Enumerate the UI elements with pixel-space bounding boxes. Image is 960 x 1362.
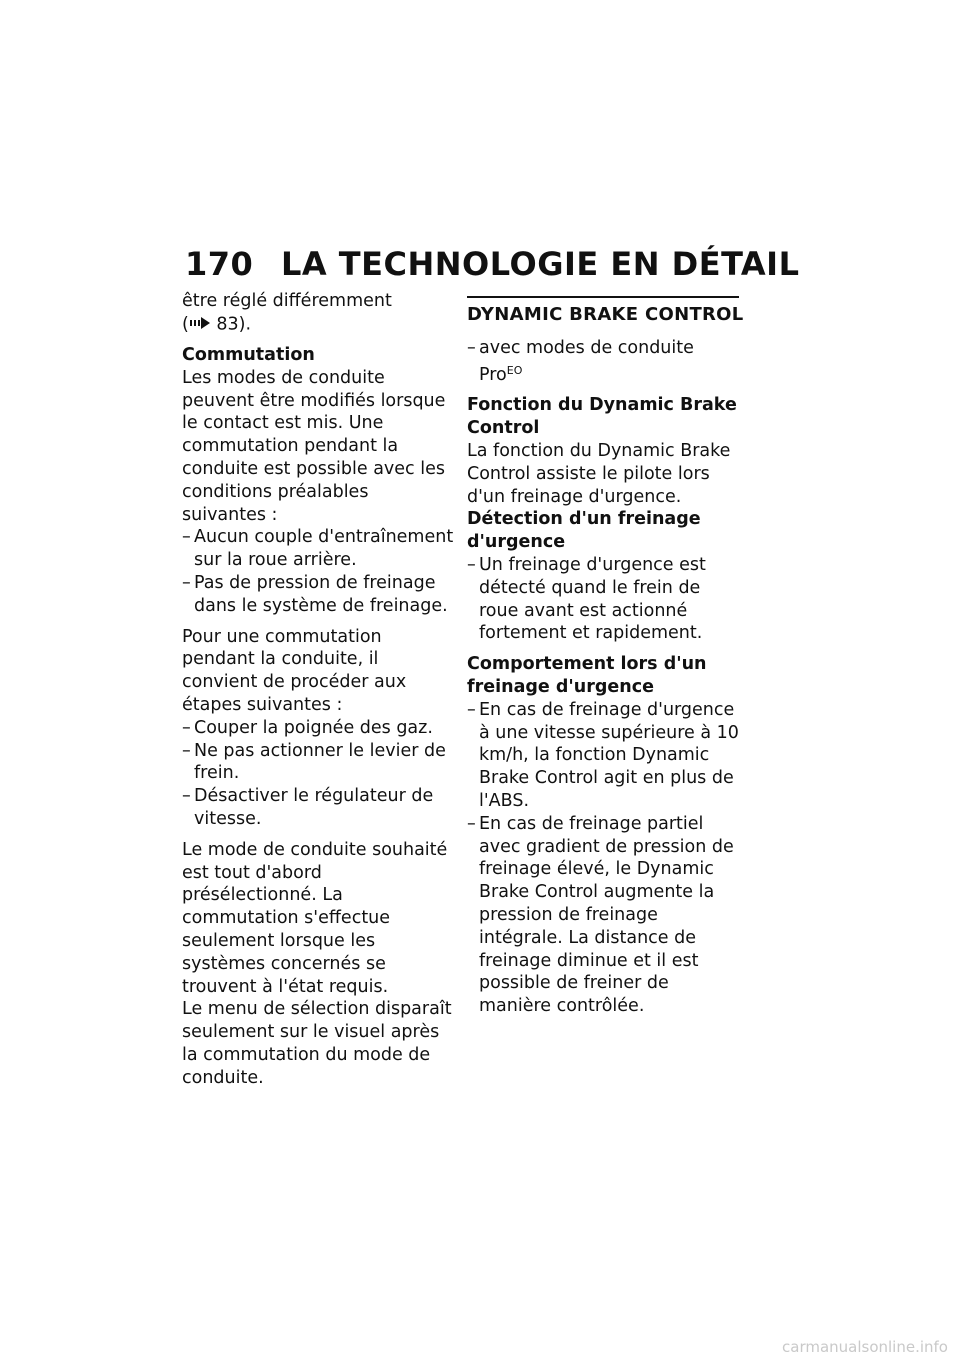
- list-item: – avec modes de conduite Pro$^{EO}$: [467, 337, 739, 387]
- list-item: – Un freinage d'urgence est détecté quand le frein de roue avant est actionné fortement et rapidement.: [467, 554, 739, 645]
- behavior-list: [467, 699, 739, 1018]
- list-item: – En cas de freinage partiel avec gradient de pression de freinage élevé, le Dynamic Brake Control augmente la pression de freinage intégrale. La distance de freinage diminue et il est possible de freiner de manière contrôlée.: [467, 813, 739, 1018]
- list-item: – Couper la poignée des gaz.: [182, 717, 454, 740]
- behavior-heading: Comportement lors d'un freinage d'urgence: [467, 654, 707, 697]
- requirement-list: [467, 337, 739, 387]
- intro-text: être réglé différemment: [182, 291, 392, 311]
- chapter-title: LA TECHNOLOGIE EN DÉTAIL: [281, 245, 800, 283]
- steps-intro: Pour une commutation pendant la conduite, il convient de procéder aux étapes suivantes :: [182, 626, 407, 715]
- option-marker: EO: [506, 363, 523, 377]
- page-reference-arrow-icon: [189, 313, 211, 336]
- steps-list: [182, 717, 454, 831]
- section-title: DYNAMIC BRAKE CONTROL: [467, 296, 739, 327]
- intro-paragraph: être réglé différemment ( 83).: [182, 291, 392, 335]
- function-text: La fonction du Dynamic Brake Control assiste le pilote lors d'un freinage d'urgence.: [467, 440, 731, 507]
- conditions-list: [182, 526, 454, 617]
- list-item: – Pas de pression de freinage dans le système de freinage.: [182, 572, 454, 618]
- detection-heading: Détection d'un freinage d'urgence: [467, 509, 701, 553]
- list-item: – Ne pas actionner le levier de frein.: [182, 740, 454, 786]
- watermark: carmanualsonline.info: [782, 1338, 948, 1356]
- detection-list: [467, 554, 739, 645]
- left-column: [182, 290, 454, 1090]
- function-heading: Fonction du Dynamic Brake Control: [467, 395, 737, 439]
- commutation-text: Les modes de conduite peuvent être modifiés lorsque le contact est mis. Une commutation pendant la conduite est possible avec les conditions préalables suivantes :: [182, 367, 446, 525]
- list-item: – En cas de freinage d'urgence à une vitesse supérieure à 10 km/h, la fonction Dynamic Brake Control agit en plus de l'ABS.: [467, 699, 739, 813]
- list-item: – Aucun couple d'entraînement sur la roue arrière.: [182, 526, 454, 572]
- intro-page-ref[interactable]: 83).: [210, 314, 252, 335]
- commutation-heading: Commutation: [182, 345, 315, 365]
- list-item: – Désactiver le régulateur de vitesse.: [182, 785, 454, 831]
- page-number: 170: [185, 245, 254, 283]
- page-header: [185, 245, 800, 283]
- right-column: [467, 290, 744, 1026]
- preselection-paragraph: Le mode de conduite souhaité est tout d'abord présélectionné. La commutation s'effectue seulement lorsque les systèmes concernés se trouvent à l'état requis.: [182, 839, 448, 997]
- menu-paragraph: Le menu de sélection disparaît seulement sur le visuel après la commutation du mode de conduite.: [182, 999, 452, 1088]
